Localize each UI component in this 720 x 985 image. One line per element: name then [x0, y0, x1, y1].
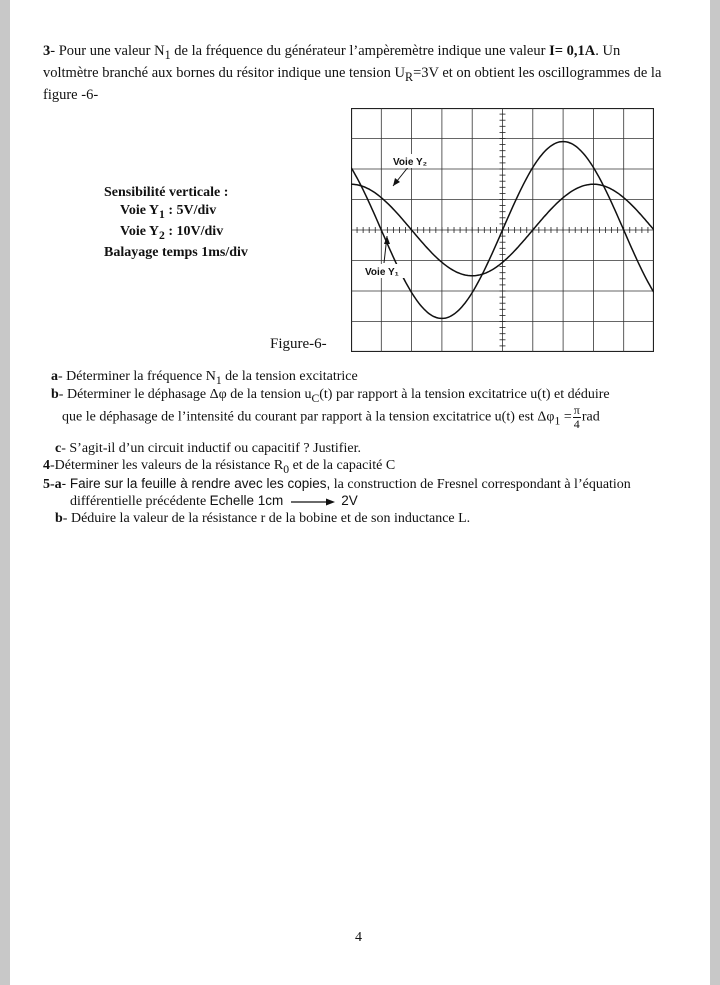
page-number: 4	[355, 930, 362, 945]
curve-label-y1: Voie Y₁	[365, 267, 399, 278]
pi-over-4-fraction: $\frac{\pi}{4}$	[573, 403, 580, 431]
question-b-continued: que le déphasage de l’intensité du courant par rapport à la tension excitatrice u(t) est $\Delta\varphi_1$ = $\frac{\pi}{4}$ rad	[62, 403, 600, 431]
question-b: b- Déterminer le déphasage Δφ de la tension $u_C(t)$ par rapport à la tension excitatrice u(t) et déduire	[51, 387, 610, 405]
y2-sensitivity: Voie $Y_2$ : 10V/div	[120, 223, 224, 242]
question-3-paragraph: 3- Pour une valeur $N_1$ de la fréquence du générateur l’ampèremètre indique une valeur I= 0,1A. Un voltmètre branché aux bornes du résitor indique une tension $U_R=3V$ et on obtient les oscillogrammes de la figure -6-	[43, 43, 662, 103]
question-5a: 5-a- Faire sur la feuille à rendre avec les copies, la construction de Fresnel correspondant à l’équation	[43, 476, 631, 492]
figure-caption: Figure-6-	[270, 336, 327, 352]
question-4: 4-Déterminer les valeurs de la résistance $R_0$ et de la capacité C	[43, 458, 396, 476]
sensitivity-title: Sensibilité verticale :	[104, 185, 229, 200]
scale-arrow-icon	[291, 497, 335, 507]
question-c: c- S’agit-il d’un circuit inductif ou capacitif ? Justifier.	[55, 441, 361, 456]
oscilloscope-figure	[351, 108, 654, 352]
question-5a-continued: différentielle précédente Echelle 1cm 2V	[70, 493, 358, 509]
question-5b: b- Déduire la valeur de la résistance r de la bobine et de son inductance L.	[55, 511, 471, 526]
question-a: a- Déterminer la fréquence $N_1$ de la tension excitatrice	[51, 369, 358, 387]
sensitivity-block	[104, 184, 248, 262]
curve-label-y2: Voie Y₂	[393, 157, 428, 168]
document-page	[10, 0, 710, 985]
y1-sensitivity: Voie $Y_1$ : 5V/div	[120, 202, 217, 221]
sweep-setting: Balayage temps 1ms/div	[104, 245, 248, 261]
